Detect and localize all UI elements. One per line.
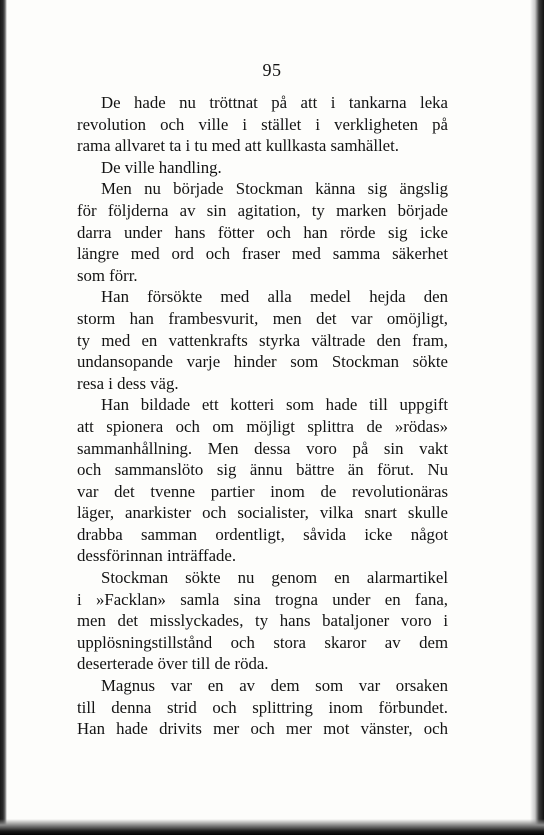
page-number: 95 [262,60,282,80]
text-line: undansopande varje hinder som Stockman sökte [77,352,448,372]
scan-edge-left [0,0,7,835]
text-line: och sammanslöto sig ännu bättre än förut. Nu [77,460,448,480]
text-line: rama allvaret ta i tu med att kullkasta samhället. [77,136,399,156]
text-line: Han försökte med alla medel hejda den [101,287,448,307]
text-line: läger, anarkister och socialister, vilka snart skulle [77,503,448,523]
text-line: resa i dess väg. [77,373,179,393]
text-line: Han bildade ett kotteri som hade till uppgift [101,395,448,415]
scan-edge-right [530,0,544,835]
text-line: längre med ord och fraser med samma säkerhet [77,244,448,264]
text-line: som förr. [77,265,138,285]
text-line: Magnus var en av dem som var orsaken [101,676,448,696]
text-line: storm han frambesvurit, men det var omöjligt, [77,308,448,328]
body-text [77,92,448,740]
text-line: Men nu började Stockman känna sig ängslig [101,179,448,199]
text-line: för följderna av sin agitation, ty marken började [77,200,448,220]
text-line: darra under hans fötter och han rörde sig icke [77,222,448,242]
scan-edge-bottom [0,819,544,835]
text-line: till denna strid och splittring inom förbundet. [77,697,448,717]
text-line: upplösningstillstånd och stora skaror av dem [77,632,448,652]
text-line: De ville handling. [101,157,222,177]
text-line: drabba samman ordentligt, såvida icke något [77,524,448,544]
text-line: dessförinnan inträffade. [77,546,237,566]
text-line: ty med en vattenkrafts styrka vältrade den fram, [77,330,448,350]
text-line: deserterade över till de röda. [77,654,269,674]
text-line: Stockman sökte nu genom en alarmartikel [101,568,448,588]
text-line: men det misslyckades, ty hans bataljoner voro i [77,611,448,631]
text-line: sammanhållning. Men dessa voro på sin vakt [77,438,448,458]
text-line: revolution och ville i stället i verkligheten på [77,114,448,134]
text-line: att spionera och om möjligt splittra de »rödas» [77,416,448,436]
text-line: De hade nu tröttnat på att i tankarna leka [101,93,448,112]
text-line: var det tvenne partier inom de revolutionäras [77,481,448,501]
text-line: i »Facklan» samla sina trogna under en fana, [77,589,448,609]
text-line: Han hade drivits mer och mer mot vänster, och [77,719,448,739]
